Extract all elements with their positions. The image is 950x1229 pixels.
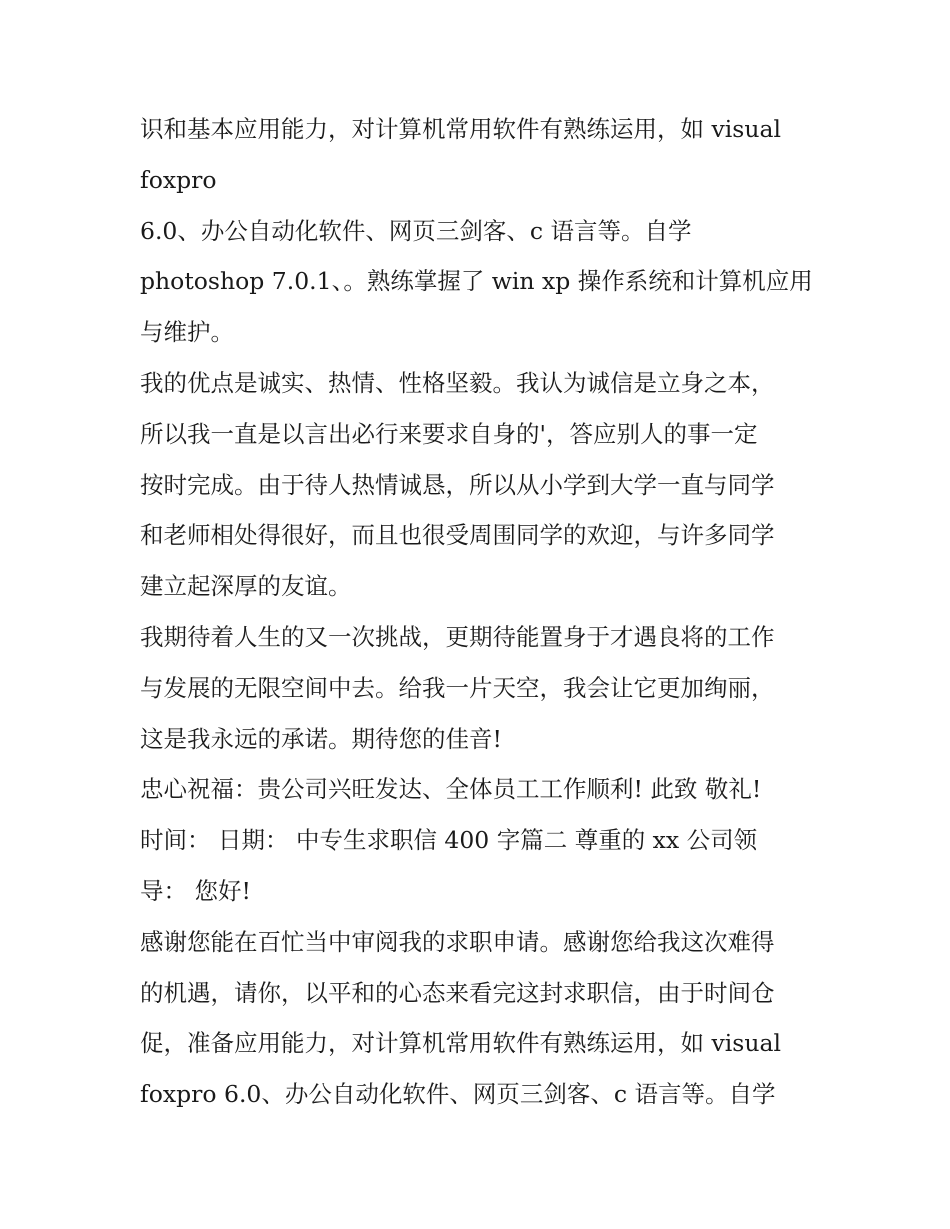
text-line: 时间： 日期： 中专生求职信 400 字篇二 尊重的 xx 公司领 [140, 826, 758, 855]
text-line: 忠心祝福：贵公司兴旺发达、全体员工工作顺利! 此致 敬礼! [140, 775, 762, 804]
text-line: 这是我永远的承诺。期待您的佳音! [140, 724, 502, 753]
text-line: foxpro [140, 165, 217, 194]
text-line: 我的优点是诚实、热情、性格坚毅。我认为诚信是立身之本， [140, 368, 775, 397]
text-line: foxpro 6.0、办公自动化软件、网页三剑客、c 语言等。自学 [140, 1080, 776, 1109]
text-line: 和老师相处得很好，而且也很受周围同学的欢迎，与许多同学 [140, 521, 775, 550]
text-line: 促，准备应用能力，对计算机常用软件有熟练运用，如 visual [140, 1029, 781, 1058]
text-line: 导： 您好! [140, 876, 251, 905]
text-line: 与发展的无限空间中去。给我一片天空，我会让它更加绚丽， [140, 673, 775, 702]
text-line: 我期待着人生的又一次挑战，更期待能置身于才遇良将的工作 [140, 622, 775, 651]
text-line: photoshop 7.0.1、。熟练掌握了 win xp 操作系统和计算机应用 [140, 267, 813, 296]
text-line: 感谢您能在百忙当中审阅我的求职申请。感谢您给我这次难得 [140, 927, 775, 956]
text-line: 建立起深厚的友谊。 [140, 572, 352, 601]
document-body [140, 104, 830, 1120]
text-line: 6.0、办公自动化软件、网页三剑客、c 语言等。自学 [140, 216, 692, 245]
text-line: 所以我一直是以言出必行来要求自身的'，答应别人的事一定 [140, 419, 758, 448]
text-line: 按时完成。由于待人热情诚恳，所以从小学到大学一直与同学 [140, 470, 775, 499]
text-line: 识和基本应用能力，对计算机常用软件有熟练运用，如 visual [140, 115, 781, 143]
text-line: 与维护。 [140, 318, 234, 347]
text-line: 的机遇，请你，以平和的心态来看完这封求职信，由于时间仓 [140, 978, 775, 1007]
